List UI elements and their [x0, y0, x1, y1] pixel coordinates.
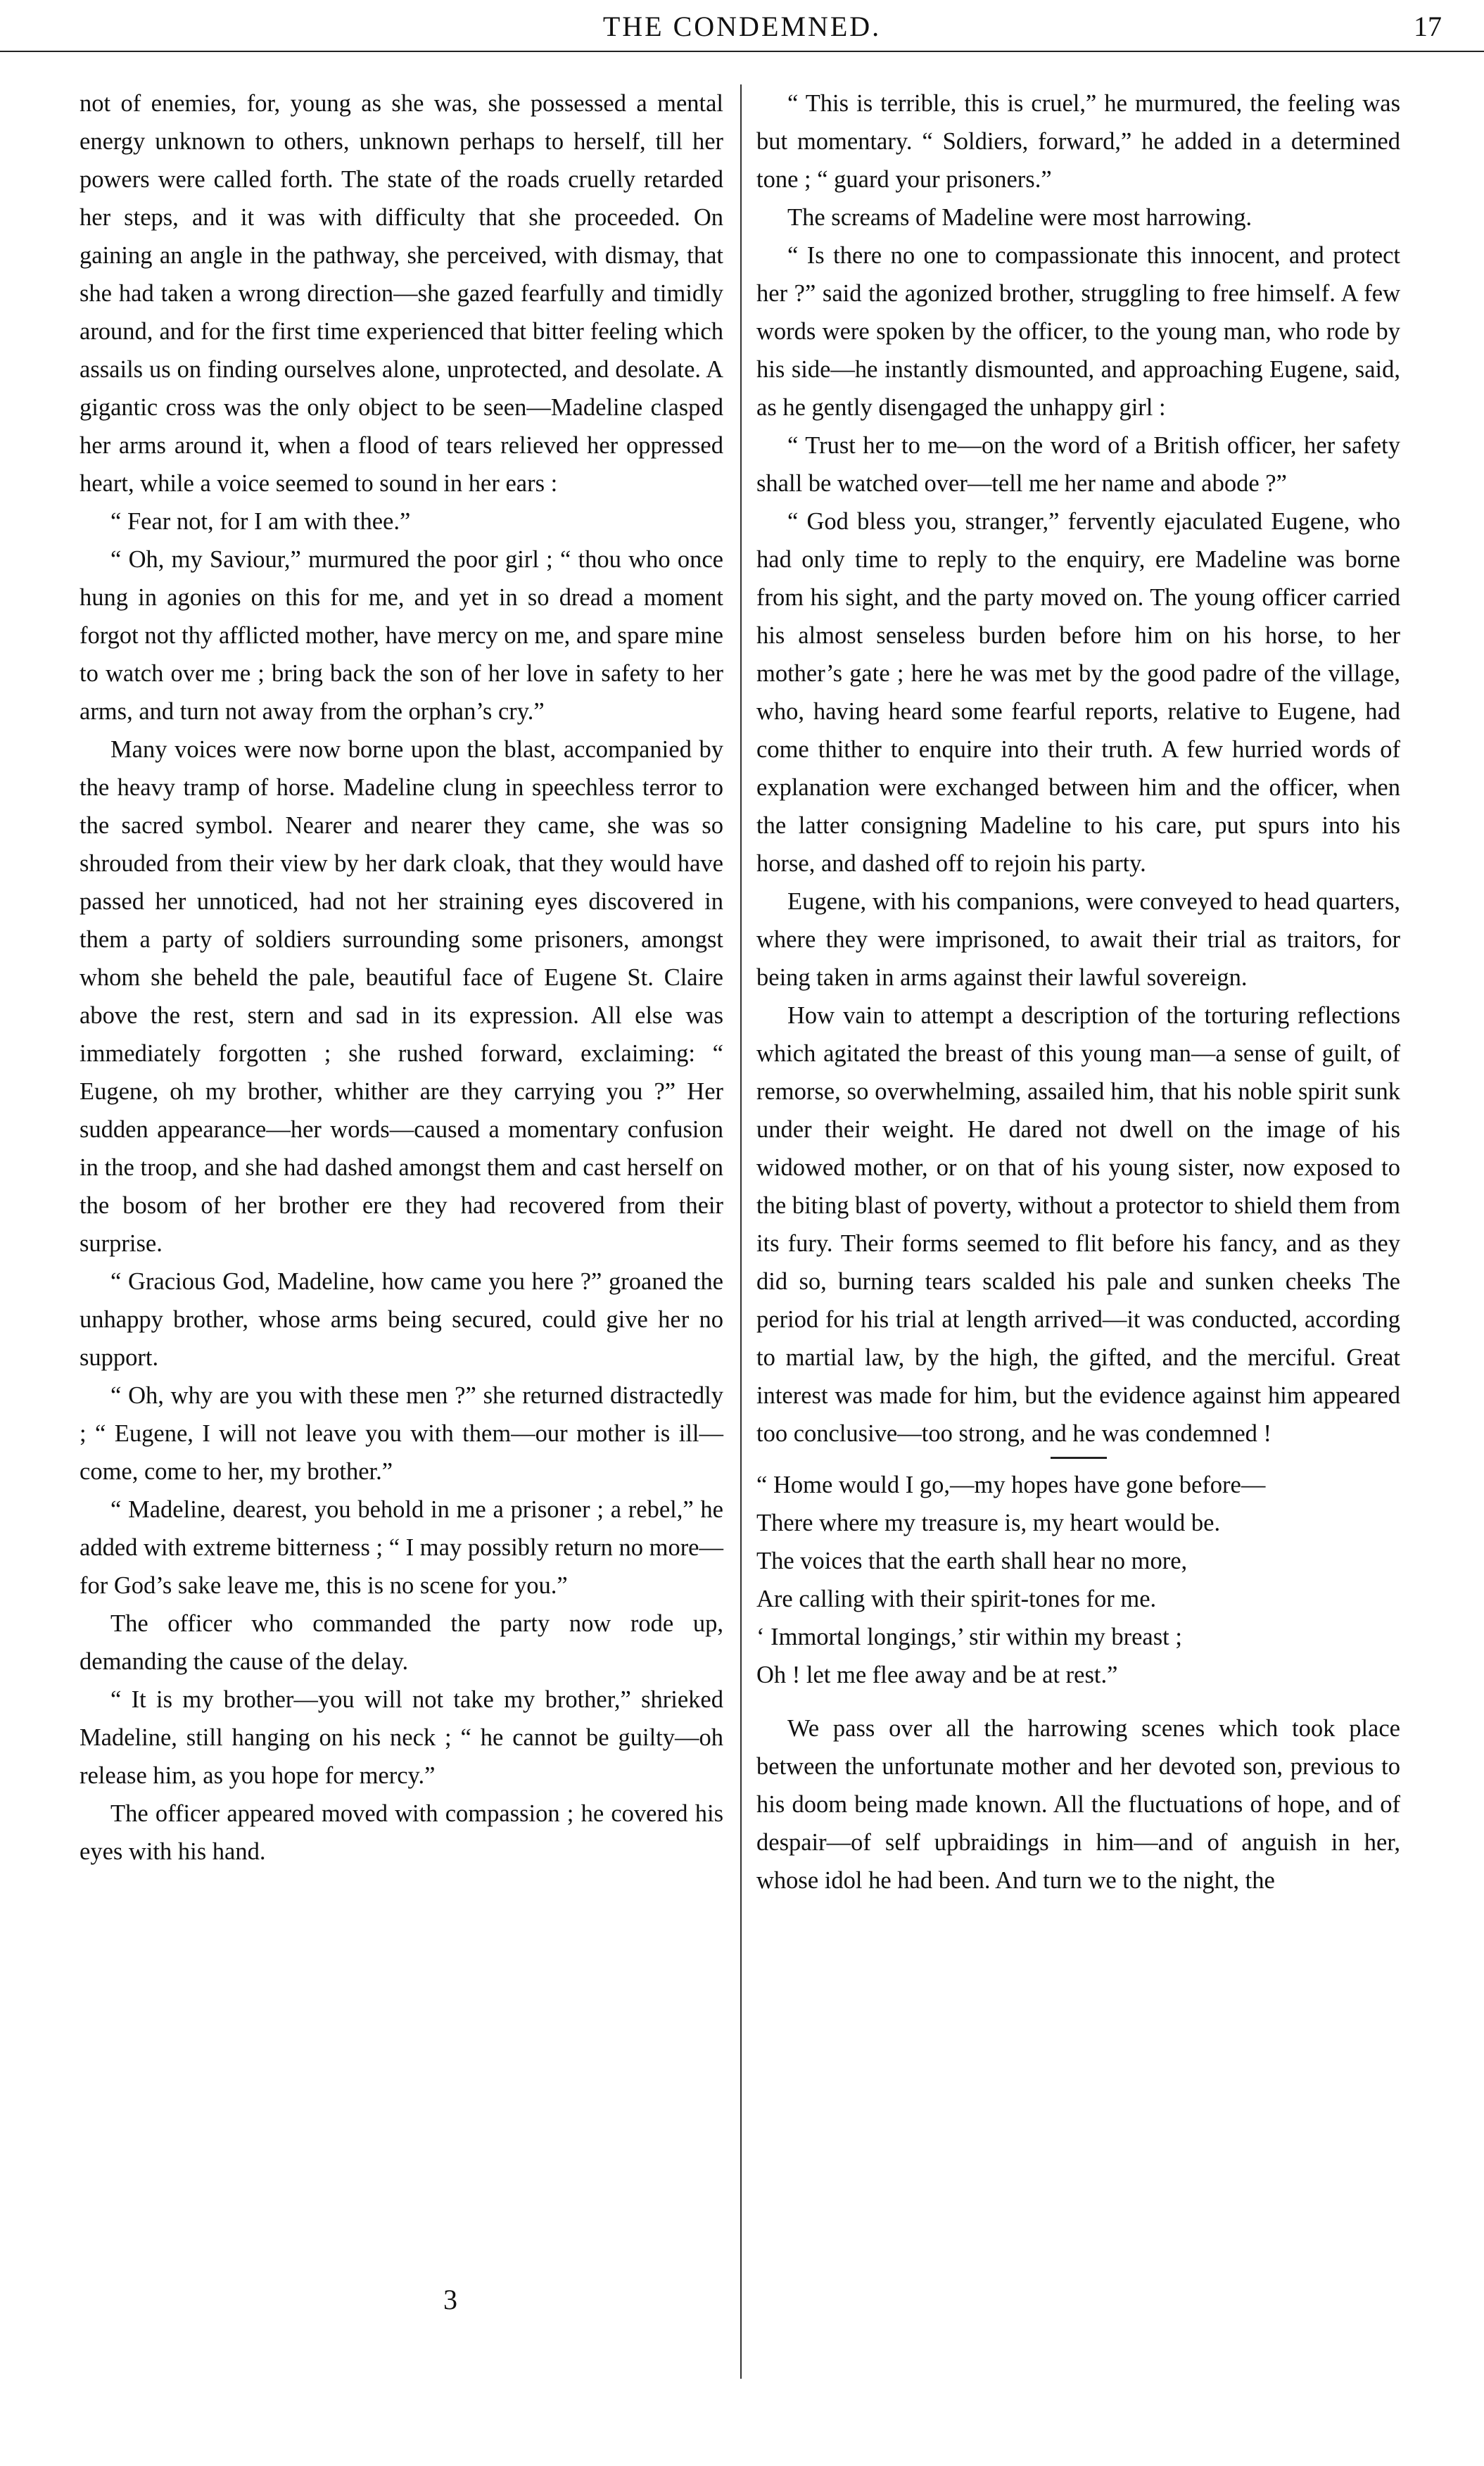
running-head [0, 7, 1484, 46]
paragraph: “ Oh, why are you with these men ?” she returned distractedly ; “ Eugene, I will not leave you with them—our mother is ill—come, come to her, my brother.” [80, 1382, 723, 1485]
verse-line: “ Home would I go,—my hopes have gone before— [756, 1472, 1266, 1498]
paragraph: “ Gracious God, Madeline, how came you here ?” groaned the unhappy brother, whose arms being secured, could give her no support. [80, 1268, 723, 1371]
page-title: THE CONDEMNED. [602, 11, 882, 42]
paragraph: “ Fear not, for I am with thee.” [110, 508, 411, 535]
verse-line: There where my treasure is, my heart would be. [756, 1510, 1221, 1536]
signature-mark: 3 [443, 2284, 457, 2315]
paragraph: “ Oh, my Saviour,” murmured the poor girl ; “ thou who once hung in agonies on this for me, and yet in so dread a moment forgot not thy afflicted mother, have mercy on me, and spare mine to watch over me ; bring back the son of her love in safety to her arms, and turn not away from the orphan’s cry.” [80, 546, 723, 725]
section-separator [1051, 1457, 1107, 1459]
paragraph: We pass over all the harrowing scenes which took place between the unfortunate mother and her devoted son, previous to his doom being made known. All the fluctuations of hope, and of despair—of self upbraidings in him—and of anguish in her, whose idol he had been. And turn we to the night, the [756, 1715, 1400, 1894]
page-number: 17 [1414, 11, 1442, 42]
paragraph: The officer appeared moved with compassion ; he covered his eyes with his hand. [80, 1800, 723, 1865]
column-divider [740, 84, 742, 2379]
verse-block [756, 1466, 1400, 1694]
paragraph: How vain to attempt a description of the torturing reflections which agitated the breast of this young man—a sense of guilt, of remorse, so overwhelming, assailed him, that his noble spirit sunk under their weight. He dared not dwell on the image of his widowed mother, or on that of his young sister, now exposed to the biting blast of poverty, without a protector to shield them from its fury. Their forms seemed to flit before his fancy, and as they did so, burning tears scalded his pale and sunken cheeks The period for his trial at length arrived—it was conducted, according to martial law, by the high, the gifted, and the merciful. Great interest was made for him, but the evidence against him appeared too conclusive—too strong, and he was condemned ! [756, 1002, 1400, 1447]
left-column [80, 84, 723, 2379]
paragraph: The screams of Madeline were most harrowing. [787, 204, 1252, 231]
paragraph: “ Madeline, dearest, you behold in me a prisoner ; a rebel,” he added with extreme bitterness ; “ I may possibly return no more—for God’s sake leave me, this is no scene for you.” [80, 1496, 723, 1599]
verse-line: Are calling with their spirit-tones for me. [756, 1586, 1157, 1612]
paragraph: “ This is terrible, this is cruel,” he murmured, the feeling was but momentary. “ Soldiers, forward,” he added in a determined tone ; “ guard your prisoners.” [756, 90, 1400, 193]
paragraph: “ It is my brother—you will not take my brother,” shrieked Madeline, still hanging on his neck ; “ he cannot be guilty—oh release him, as you hope for mercy.” [80, 1686, 723, 1789]
paragraph: Eugene, with his companions, were conveyed to head quarters, where they were imprisoned, to await their trial as traitors, for being taken in arms against their lawful sovereign. [756, 888, 1400, 991]
paragraph: not of enemies, for, young as she was, she possessed a mental energy unknown to others, unknown perhaps to herself, till her powers were called forth. The state of the roads cruelly retarded her steps, and it was with difficulty that she proceeded. On gaining an angle in the pathway, she perceived, with dismay, that she had taken a wrong direction—she gazed fearfully and timidly around, and for the first time experienced that bitter feeling which assails us on finding ourselves alone, unprotected, and desolate. A gigantic cross was the only object to be seen—Madeline clasped her arms around it, when a flood of tears relieved her oppressed heart, while a voice seemed to sound in her ears : [80, 90, 723, 497]
verse-line: Oh ! let me flee away and be at rest.” [756, 1662, 1118, 1688]
paragraph: “ Is there no one to compassionate this innocent, and protect her ?” said the agonized brother, struggling to free himself. A few words were spoken by the officer, to the young man, who rode by his side—he instantly dismounted, and approaching Eugene, said, as he gently disengaged the unhappy girl : [756, 242, 1400, 421]
right-column [756, 84, 1400, 2456]
header-rule [0, 51, 1484, 52]
paragraph: “ God bless you, stranger,” fervently ejaculated Eugene, who had only time to reply to the enquiry, ere Madeline was borne from his sight, and the party moved on. The young officer carried his almost senseless burden before him on his horse, to her mother’s gate ; here he was met by the good padre of the village, who, having heard some fearful reports, relative to Eugene, had come thither to enquire into their truth. A few hurried words of explanation were exchanged between him and the officer, when the latter consigning Madeline to his care, put spurs into his horse, and dashed off to rejoin his party. [756, 508, 1400, 877]
paragraph: The officer who commanded the party now rode up, demanding the cause of the delay. [80, 1610, 723, 1675]
paragraph: Many voices were now borne upon the blast, accompanied by the heavy tramp of horse. Madeline clung in speechless terror to the sacred symbol. Nearer and nearer they came, she was so shrouded from their view by her dark cloak, that they would have passed her unnoticed, had not her straining eyes discovered in them a party of soldiers surrounding some prisoners, amongst whom she beheld the pale, beautiful face of Eugene St. Claire above the rest, stern and sad in its expression. All else was immediately forgotten ; she rushed forward, exclaiming: “ Eugene, oh my brother, whither are they carrying you ?” Her sudden appearance—her words—caused a momentary confusion in the troop, and she had dashed amongst them and cast herself on the bosom of her brother ere they had recovered from their surprise. [80, 736, 723, 1257]
verse-line: The voices that the earth shall hear no more, [756, 1548, 1188, 1574]
paragraph: “ Trust her to me—on the word of a British officer, her safety shall be watched over—tell me her name and abode ?” [756, 432, 1400, 497]
verse-line: ‘ Immortal longings,’ stir within my breast ; [756, 1624, 1182, 1650]
